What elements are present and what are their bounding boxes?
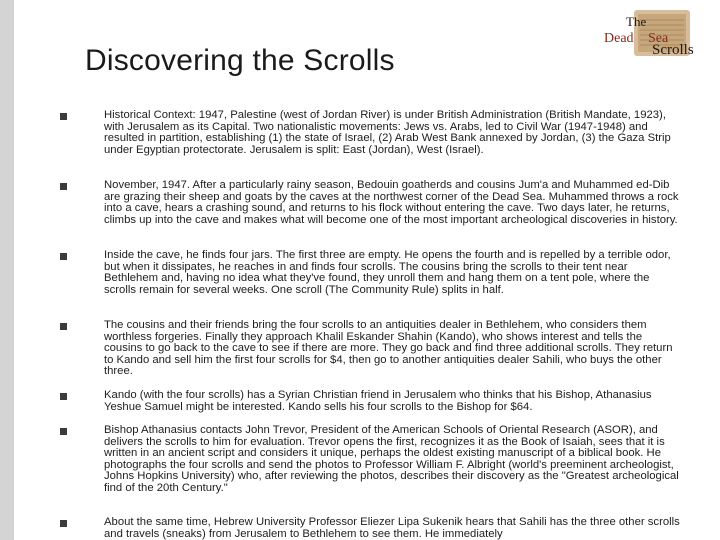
bullet-text: Inside the cave, he finds four jars. The first three are empty. He opens the fourth and is repelled by a terrible odor, but when it dissipates, he reaches in and finds four scrolls. The cousins bring the scrolls to their tent near Bethlehem and, having no idea what they've found, they unroll them and hang them on a tent pole, where the scrolls remain for several weeks. One scroll (The Community Rule) splits in half. <box>104 249 671 296</box>
logo-text-the: The <box>626 14 647 29</box>
logo-text-dead: Dead <box>604 31 634 46</box>
bullet-marker <box>60 113 67 120</box>
slide-left-bar <box>0 0 14 540</box>
bullet-text: Historical Context: 1947, Palestine (west of Jordan River) is under British Administration (British Mandate, 1923), with Jerusalem as its Capital. Two nationalistic movements: Jews vs. Arabs, led to Civil War (1947-1948) and resulted in partition, establishing (1) the state of Israel, (2) Arab West Bank annexed by Jordan, (3) the Gaza Strip under Egyptian protectorate. Jerusalem is split: East (Jordan), West (Israel). <box>104 109 671 156</box>
bullet-marker <box>60 393 67 400</box>
bullet-text: About the same time, Hebrew University Professor Eliezer Lipa Sukenik hears that Sahili has the three other scrolls and travels (sneaks) from Jerusalem to Bethlehem to see them. He immediately <box>104 516 680 540</box>
bullet-marker <box>60 253 67 260</box>
logo-text-sea: Sea <box>648 31 669 46</box>
bullet-text: Bishop Athanasius contacts John Trevor, President of the American Schools of Oriental Research (ASOR), and delivers the scrolls to him for evaluation. Trevor opens the first, recognizes it as the Book of Isaiah, sees that it is written in an ancient script and considers it unique, perhaps the oldest existing manuscript of a biblical book. He photographs the four scrolls and send the photos to Professor William F. Albright (world's preeminent archeologist, Johns Hopkins University) who, after reviewing the photos, describes their discovery as the "Greatest archeological find of the 20th Century." <box>104 424 679 494</box>
bullet-marker <box>60 520 67 527</box>
bullet-text: November, 1947. After a particularly rainy season, Bedouin goatherds and cousins Jum'a and Muhammed ed-Dib are grazing their sheep and goats by the caves at the northwest corner of the Dead Sea. Muhammed throws a rock into a cave, hears a crashing sound, and returns to his flock without entering the cave. Two days later, he returns, climbs up into the cave and makes what will become one of the most important archeological discoveries in history. <box>104 179 679 226</box>
bullet-marker <box>60 428 67 435</box>
logo-text-scrolls: Scrolls <box>652 42 694 58</box>
bullet-marker <box>60 323 67 330</box>
bullet-text: Kando (with the four scrolls) has a Syrian Christian friend in Jerusalem who thinks that his Bishop, Athanasius Yeshue Samuel might be interested. Kando sells his four scrolls to the Bishop for $64. <box>104 389 652 413</box>
slide-title: Discovering the Scrolls <box>85 44 395 77</box>
bullet-text: The cousins and their friends bring the four scrolls to an antiquities dealer in Bethlehem, who considers them worthless forgeries. Finally they approach Khalil Eskander Shahin (Kando), who shows interest and tells the cousins to go back to the cave to see if there are more. They go back and find three additional scrolls. They return to Kando and sell him the first four scrolls for $4, then go to another antiquities dealer Sahili, who buys the other three. <box>104 319 673 378</box>
bullet-marker <box>60 183 67 190</box>
dead-sea-scrolls-logo <box>600 8 712 58</box>
